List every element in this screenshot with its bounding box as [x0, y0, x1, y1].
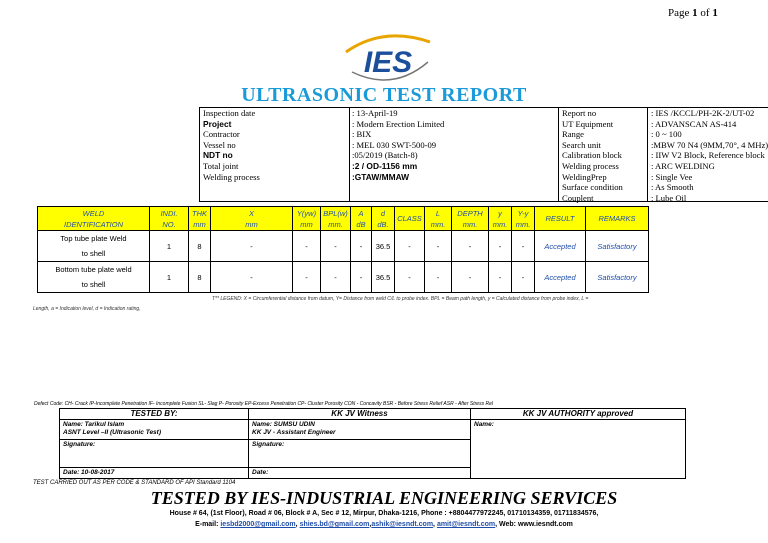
ies-logo [338, 32, 438, 84]
info-right-labels [562, 108, 623, 201]
info-label: Contractor [203, 129, 240, 140]
info-value: :MBW 70 N4 (9MM,70°, 4 MHz) [651, 139, 768, 150]
col-indi: INDI. NO. [150, 207, 189, 231]
info-label: Report no [562, 108, 597, 118]
col-bpl: BPL(w) mm. [321, 207, 351, 231]
info-value: : ARC WELDING [651, 160, 715, 171]
standard-note: TEST CARRIED OUT AS PER CODE & STANDARD OF API Standard 1104 [33, 480, 236, 486]
logo-text: IES [363, 46, 413, 79]
col-d: d dB. [372, 207, 395, 231]
signature-name-row: Name: Tarikul Islam ASNT Level –II (Ultrasonic Test) Name: SUMSU UDIN KK JV - Assistant Engineer Name: [60, 420, 686, 440]
authority-header: KK JV AUTHORITY approved [471, 409, 686, 420]
info-value: : BIX [352, 129, 372, 140]
email-link[interactable]: iesbd2000@gmail.com [220, 521, 296, 528]
info-label: UT Equipment [562, 118, 614, 129]
info-label: Surface condition [562, 182, 623, 193]
info-label: Inspection date [203, 108, 256, 118]
info-label: Welding process [562, 160, 619, 171]
col-thk: THK mm [189, 207, 211, 231]
info-value: :GTAW/MMAW [352, 171, 410, 182]
info-value: : IIW V2 Block, Reference block [651, 150, 765, 161]
info-value: : MEL 030 SWT-500-09 [352, 139, 437, 150]
report-title: ULTRASONIC TEST REPORT [241, 84, 527, 106]
info-value: : Single Vee [651, 171, 693, 182]
remarks-cell: Satisfactory [586, 262, 649, 293]
info-label: WeldingPrep [562, 171, 607, 182]
ut-results-table [37, 206, 649, 293]
signature-table [59, 408, 686, 479]
col-a: A dB [351, 207, 372, 231]
footer-title: TESTED BY IES-INDUSTRIAL ENGINEERING SERVICES [150, 488, 618, 508]
col-class: CLASS [395, 207, 425, 231]
info-label: Project [203, 118, 232, 129]
col-l: L mm. [425, 207, 452, 231]
info-right-values [651, 108, 768, 201]
col-x: X mm [211, 207, 293, 231]
signature-date-row: Date: 10-08-2017 Date: [60, 468, 686, 479]
address: House # 64, (1st Floor), Road # 06, Block # A, Sec # 12, Mirpur, Dhaka-1216, Phone : +8804477972245, 01710134359, 01711834576, [169, 510, 599, 517]
contact-line: E-mail: iesbd2000@gmail.com, shies.bd@gmail.com,ashik@iesndt.com, amit@iesndt.com, Web: www.iesndt.com [195, 521, 573, 528]
table-row: Top tube plate Weld to shell 1 8 - - - - 36.5 - - - - - Accepted Satisfactory [38, 231, 649, 262]
info-label: Vessel no [203, 139, 236, 150]
tested-by-header: TESTED BY: [60, 409, 249, 420]
info-value: : 13-April-19 [352, 108, 398, 118]
col-y: Y(yw) mm [293, 207, 321, 231]
web-link[interactable]: www.iesndt.com [517, 521, 573, 528]
info-box [199, 107, 768, 202]
col-result: RESULT [535, 207, 586, 231]
col-depth: DEPTH mm. [452, 207, 489, 231]
email-link[interactable]: amit@iesndt.com [436, 521, 496, 528]
col-weld: WELD IDENTIFICATION [38, 207, 150, 231]
info-label: Total joint [203, 160, 239, 171]
info-label: Welding process [203, 171, 260, 182]
info-value: : Lube Oil [651, 192, 687, 203]
info-value: : ADVANSCAN AS-414 [651, 118, 737, 129]
info-label: Search unit [562, 139, 601, 150]
info-left-labels [203, 108, 260, 201]
remarks-cell: Satisfactory [586, 231, 649, 262]
defect-code-legend: Defect Code: CH- Crack IP-Incomplete Penetration IF- Incomplete Fusion SL- Slag P- Porosity EP-Excess Penetration CP- Cluster Porosity CON - Concavity BSR - Before Stress Relief ASR - After Stress Rel [34, 401, 493, 407]
table-row: Bottom tube plate weld to shell 1 8 - - - - 36.5 - - - - - Accepted Satisfactory [38, 262, 649, 293]
info-label: Calibration block [562, 150, 622, 161]
info-value: : As Smooth [651, 182, 694, 193]
info-label: Range [562, 129, 584, 140]
info-value: : IES /KCCL/PH-2K-2/UT-02 [651, 108, 755, 118]
col-ymy: Y-y mm. [512, 207, 535, 231]
info-value: :05/2019 (Batch-8) [352, 150, 418, 161]
legend-line-1: T** LEGEND: X = Circumferential distance from datum, Y= Distance from weld C/L to probe index. BPL = Beam path length, y = Calculated distance from probe index, L = [212, 296, 589, 302]
info-value: : 0 ~ 100 [651, 129, 682, 140]
info-value: :2 / OD-1156 mm [352, 160, 418, 171]
info-left-values [352, 108, 444, 201]
signature-header-row [60, 409, 686, 420]
email-link[interactable]: ashik@iesndt.com [371, 521, 434, 528]
legend-line-2: Length, a = Indication level, d = Indication rating, [33, 306, 141, 312]
info-label: Couplent [562, 192, 594, 203]
result-cell: Accepted [535, 262, 586, 293]
witness-header: KK JV Witness [249, 409, 471, 420]
signature-sign-row: Signature: Signature: [60, 440, 686, 468]
info-label: NDT no [203, 150, 233, 161]
email-link[interactable]: shies.bd@gmail.com [299, 521, 370, 528]
table-header-row [38, 207, 649, 231]
col-remarks: REMARKS [586, 207, 649, 231]
result-cell: Accepted [535, 231, 586, 262]
page-number: Page 1 of 1 [668, 7, 718, 19]
info-value: : Modern Erection Limited [352, 118, 445, 129]
col-yy: y mm. [489, 207, 512, 231]
